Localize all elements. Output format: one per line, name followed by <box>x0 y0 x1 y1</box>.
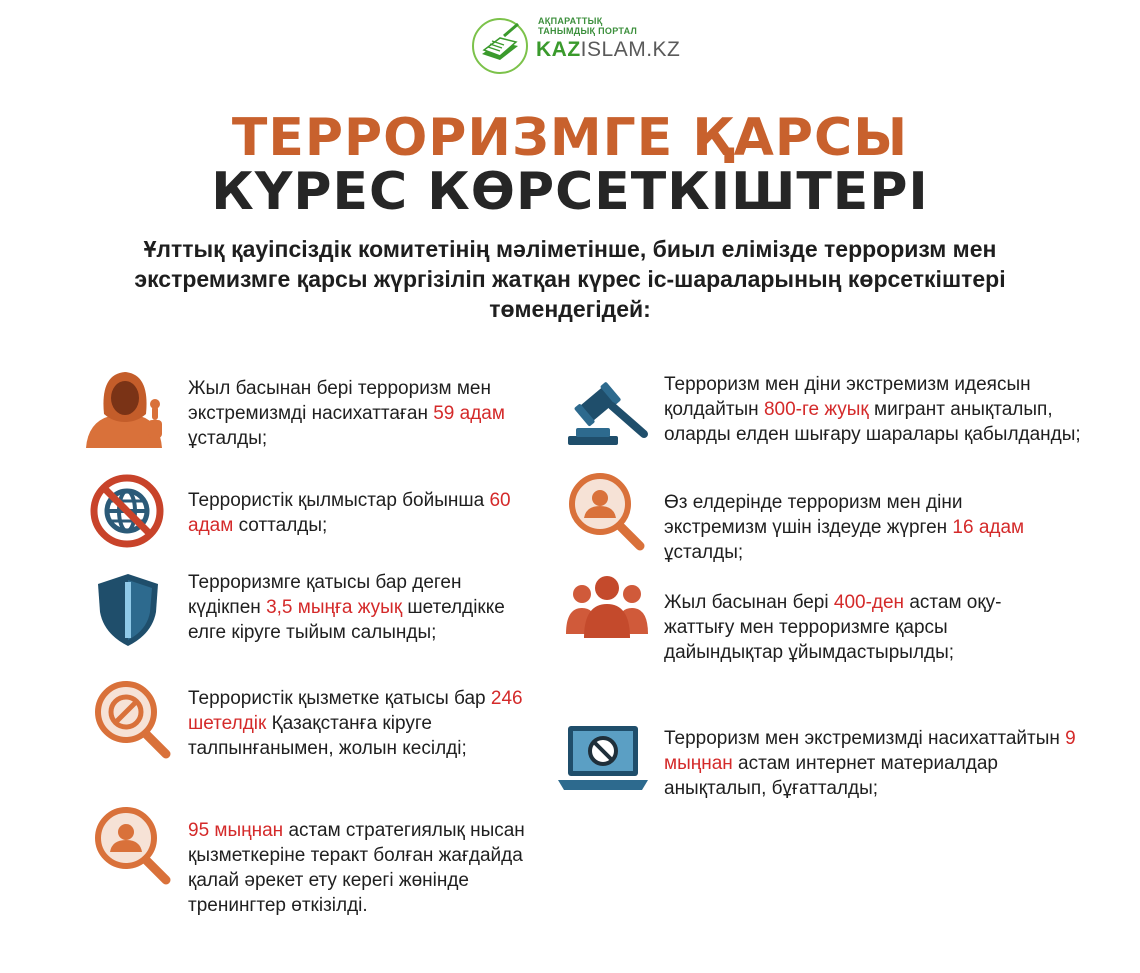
stat-text: Террористік қызметке қатысы бар <box>188 688 491 709</box>
logo-name-bold: KAZ <box>536 38 581 61</box>
no-internet-icon <box>90 474 164 548</box>
page-title-line2: КҮРЕС КӨРСЕТКІШТЕРІ <box>211 162 929 222</box>
stat-item-1 <box>188 488 538 538</box>
stat-text: астам стратегиялық нысан қызметкеріне теракт болған жағдайда қалай әрекет ету керегі жөнінде тренингтер өткізілді. <box>188 820 525 916</box>
stat-highlight: 60 адам <box>188 490 511 536</box>
stat-item-7 <box>664 590 1064 665</box>
stat-text: Терроризмге қатысы бар деген күдікпен <box>188 572 462 618</box>
stat-text: мигрант анықталып, оларды елден шығару шаралары қабылданды; <box>664 399 1081 445</box>
search-forbidden-icon <box>94 680 172 760</box>
stat-text: Жыл басынан бері <box>664 592 834 613</box>
stat-item-8 <box>664 726 1104 801</box>
stat-item-2 <box>188 570 538 645</box>
stat-highlight: 246 шетелдік <box>188 688 523 734</box>
stat-text: ұсталды; <box>188 428 268 449</box>
search-person-icon <box>94 806 172 886</box>
stat-highlight: 9 мыңнан <box>664 728 1076 774</box>
stat-text: шетелдікке елге кіруге тыйым салынды; <box>188 597 505 643</box>
book-logo-icon <box>470 16 530 76</box>
stat-highlight: 16 адам <box>952 517 1025 538</box>
hooded-person-icon <box>82 366 168 450</box>
logo-tagline-line1: АҚПАРАТТЫҚ <box>538 16 603 26</box>
stat-text: астам оқу-жаттығу мен терроризмге қарсы дайындықтар ұйымдастырылды; <box>664 592 1002 663</box>
stat-highlight: 3,5 мыңға жуық <box>266 597 403 618</box>
blocked-laptop-icon <box>558 722 648 794</box>
intro-text: Ұлттық қауіпсіздік комитетінің мәліметінше, биыл елімізде терроризм мен экстремизмге қарсы жүргізіліп жатқан күрес іс-шараларының көрсеткіштері төмендегідей: <box>134 236 1006 322</box>
search-person-icon <box>568 472 646 552</box>
site-logo[interactable] <box>470 8 690 78</box>
stat-text: сотталды; <box>233 515 328 536</box>
stat-text: Терроризм мен экстремизмді насихаттайтын <box>664 728 1066 749</box>
stat-text: Террористік қылмыстар бойынша <box>188 490 490 511</box>
group-icon <box>564 574 650 640</box>
gavel-icon <box>564 376 650 448</box>
stat-highlight: 59 адам <box>433 403 505 424</box>
stat-item-5 <box>664 372 1104 447</box>
stat-text: Қазақстанға кіруге талпынғанымен, жолын кесілді; <box>188 713 467 759</box>
logo-tagline-line2: ТАНЫМДЫҚ ПОРТАЛ <box>538 26 638 36</box>
stat-item-0 <box>188 376 538 451</box>
stat-text: ұсталды; <box>664 542 744 563</box>
stat-text: Жыл басынан бері терроризм мен экстремизмді насихаттаған <box>188 378 491 424</box>
stat-text: Терроризм мен діни экстремизм идеясын қолдайтын <box>664 374 1031 420</box>
stat-highlight: 400-ден <box>833 592 905 613</box>
stat-item-6 <box>664 490 1044 565</box>
stat-text: Өз елдерінде терроризм мен діни экстремизм үшін іздеуде жүрген <box>664 492 963 538</box>
stat-highlight: 800-ге жуық <box>763 399 869 420</box>
stat-item-4 <box>188 818 548 918</box>
stat-text: астам интернет материалдар анықталып, бұғатталды; <box>664 753 998 799</box>
page-title-line1: ТЕРРОРИЗМГЕ ҚАРСЫ <box>231 108 909 168</box>
shield-icon <box>96 572 160 648</box>
stat-highlight: 95 мыңнан <box>188 820 284 841</box>
logo-name-light: ISLAM.KZ <box>580 38 681 61</box>
logo-tagline <box>538 16 637 36</box>
stat-item-3 <box>188 686 538 761</box>
logo-name <box>536 38 680 62</box>
